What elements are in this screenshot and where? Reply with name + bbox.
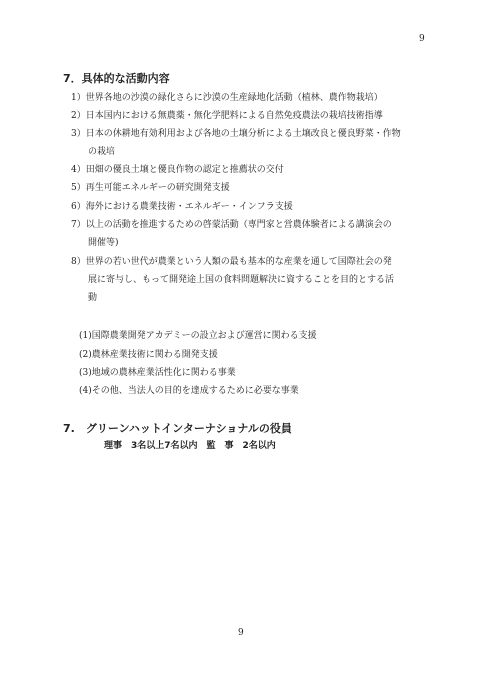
section-heading-activities: 7．具体的な活動内容 xyxy=(63,72,170,85)
sub-list-item: (3)地域の農林産業活性化に関わる事業 xyxy=(79,368,236,378)
item-line: 開催等) xyxy=(88,238,119,248)
item-line: 7）以上の活動を推進するための啓蒙活動（専門家と営農体験者による講演会の xyxy=(71,220,392,230)
section-heading-officers: 7. グリーンハットインターナショナルの役員 xyxy=(63,422,292,435)
item-line: 動 xyxy=(88,293,98,303)
item-line: 5）再生可能エネルギーの研究開発支援 xyxy=(71,183,230,193)
item-line: 6）海外における農業技術・エネルギー・インフラ支援 xyxy=(71,202,293,212)
item-line: 8）世界の若い世代が農業という人類の最も基本的な産業を通して国際社会の発 xyxy=(71,257,392,267)
item-line: 3）日本の休耕地有効利用および各地の土壌分析による土壌改良と優良野菜・作物 xyxy=(71,129,401,139)
list-item xyxy=(71,91,383,105)
list-item xyxy=(71,218,392,250)
officers-text: 理事 3名以上7名以内 監 事 2名以内 xyxy=(104,441,276,451)
list-item xyxy=(71,109,383,123)
sub-list-item: (1)国際農業開発アカデミーの設立および運営に関わる支援 xyxy=(79,331,317,341)
item-line: 展に寄与し、もって開発途上国の食料問題解決に資することを目的とする活 xyxy=(88,275,395,285)
item-line: 1）世界各地の沙漠の緑化さらに沙漠の生産緑地化活動（植林、農作物栽培） xyxy=(71,93,383,103)
list-item xyxy=(71,181,230,195)
list-item xyxy=(71,163,284,177)
sub-list-item: (2)農林産業技術に関わる開発支援 xyxy=(79,350,218,360)
item-line: 4）田畑の優良土壌と優良作物の認定と推薦状の交付 xyxy=(71,165,284,175)
list-item xyxy=(71,127,401,159)
item-line: の栽培 xyxy=(88,147,116,157)
page-number-top: 9 xyxy=(419,34,425,44)
sub-list-item: (4)その他、当法人の目的を達成するために必要な事業 xyxy=(79,386,299,396)
list-item xyxy=(71,200,293,214)
page-number-bottom: 9 xyxy=(238,628,244,638)
item-line: 2）日本国内における無農薬・無化学肥料による自然免疫農法の栽培技術指導 xyxy=(71,111,383,121)
list-item xyxy=(71,255,394,305)
